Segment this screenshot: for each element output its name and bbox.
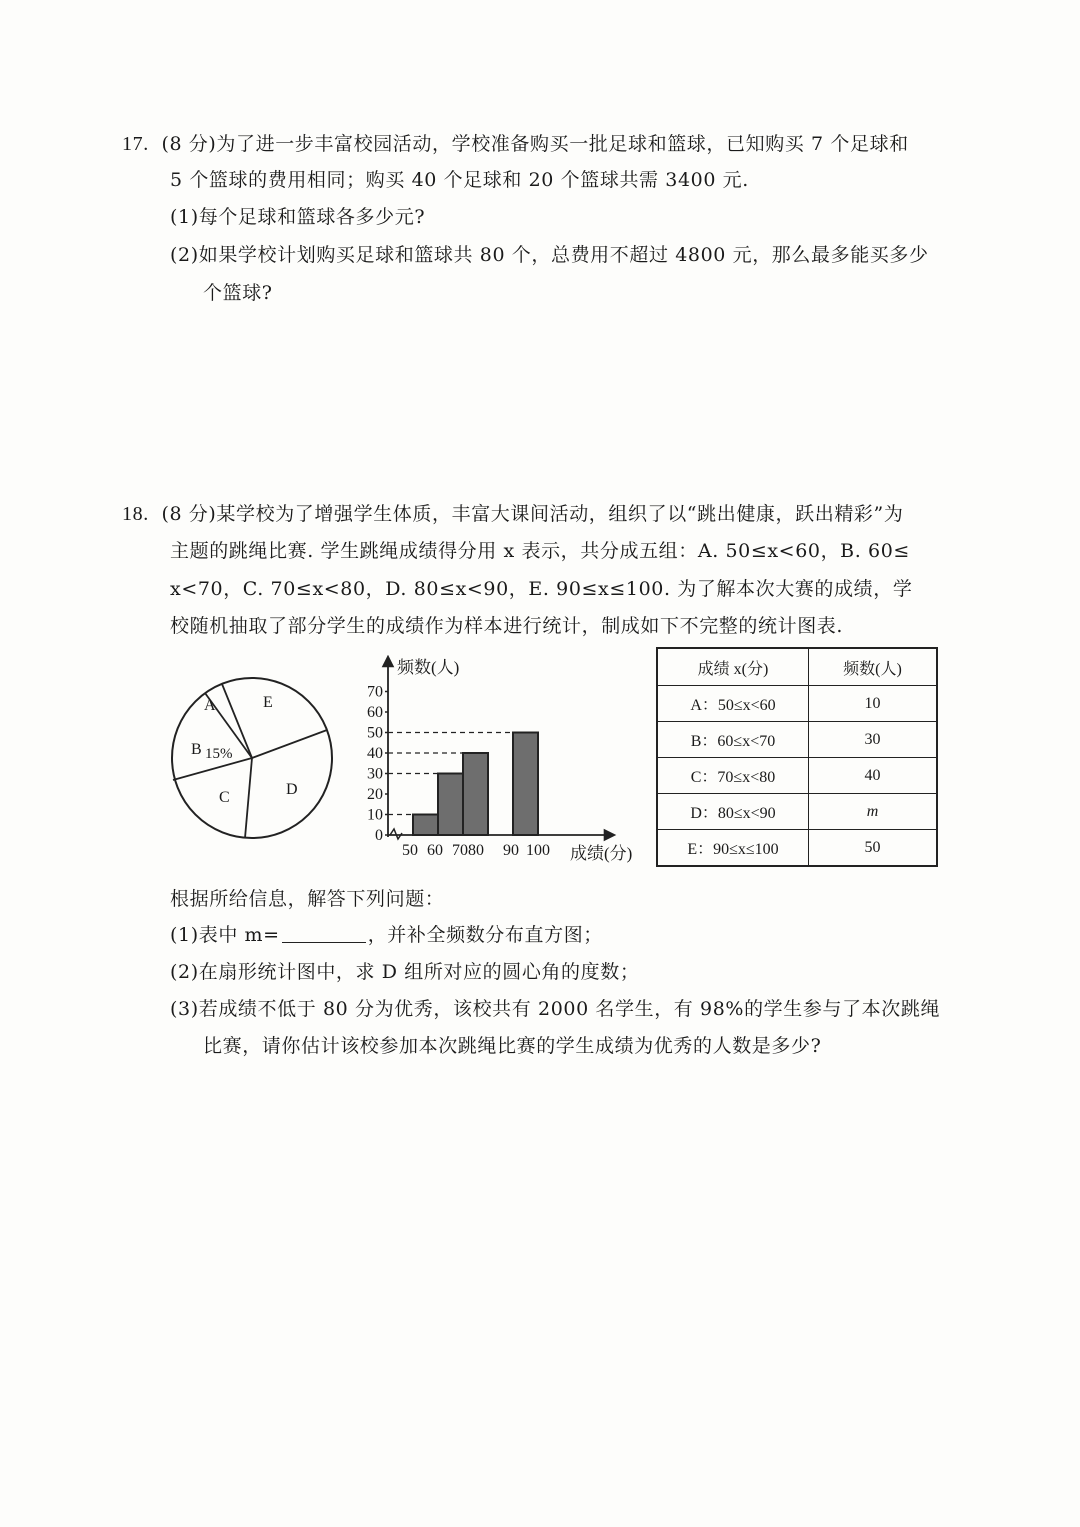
q18-part1-suffix: ，并补全频数分布直方图； [367,924,603,946]
histogram-y-tick-label: 60 [367,704,383,721]
table-cell-range: D：80≤x<90 [657,794,809,830]
answer-blank-m[interactable] [282,924,366,943]
table-cell-range: B：60≤x<70 [657,722,809,758]
table-cell-frequency: 40 [809,758,938,794]
q17-text-line1: (8 分)为了进一步丰富校园活动，学校准备购买一批足球和篮球，已知购买 7 个足球和 [161,133,909,155]
histogram-bar [413,815,438,836]
histogram-x-tick-label: 50 [402,842,418,859]
table-cell-frequency: 50 [809,830,938,867]
table-cell-range: C：70≤x<80 [657,758,809,794]
table-row [657,722,937,758]
q17-part2-line1: (2)如果学校计划购买足球和篮球共 80 个，总费用不超过 4800 元，那么最多能买多少 [170,244,929,266]
histogram-x-tick-label: 90 [503,842,519,859]
q18-text-line3: x<70，C. 70≤x<80，D. 80≤x<90，E. 90≤x≤100. 为了解本次大赛的成绩，学 [170,578,913,600]
axis-break-icon [390,829,402,839]
q18-part1-prefix: (1)表中 m= [170,924,280,946]
table-header-frequency: 频数(人) [809,648,938,686]
pie-label-a: A [204,697,216,714]
pie-label-e: E [263,694,273,711]
histogram-y-tick-label: 0 [375,827,383,844]
q18-intro: 根据所给信息，解答下列问题： [170,888,445,910]
q18-part3-line1: (3)若成绩不低于 80 分为优秀，该校共有 2000 名学生，有 98%的学生参与了本次跳绳 [170,998,941,1020]
q18-part2: (2)在扇形统计图中，求 D 组所对应的圆心角的度数； [170,961,640,983]
histogram-y-axis-label: 频数(人) [397,658,460,677]
q18-text-line2: 主题的跳绳比赛. 学生跳绳成绩得分用 x 表示，共分成五组：A. 50≤x<60，B. 60≤ [170,540,910,562]
q18-part3-line2: 比赛，请你估计该校参加本次跳绳比赛的学生成绩为优秀的人数是多少? [203,1035,822,1057]
pie-divider-right [252,730,327,758]
table-row [657,758,937,794]
frequency-table [656,647,938,867]
histogram-x-tick-label: 7080 [452,842,484,859]
pie-divider-bottom [245,758,252,838]
histogram-bar [438,774,463,836]
q18-number: 18. [122,503,149,525]
table-cell-frequency: m [809,794,938,830]
q17-number: 17. [122,133,149,155]
table-cell-frequency: 30 [809,722,938,758]
histogram-y-tick-label: 40 [367,745,383,762]
table-header-row [657,648,937,686]
histogram-x-axis-label: 成绩(分) [570,844,633,863]
pie-label-d: D [286,781,298,798]
table-header-score: 成绩 x(分) [657,648,809,686]
q18-part1 [170,923,603,947]
histogram-x-tick-label: 60 [427,842,443,859]
pie-label-b: B [191,741,202,758]
histogram-bar [513,733,538,836]
histogram-y-tick-label: 20 [367,786,383,803]
histogram-y-tick-label: 70 [367,683,383,701]
histogram-y-tick-label: 30 [367,765,383,783]
table-cell-range: E：90≤x≤100 [657,830,809,867]
q17-part1: (1)每个足球和篮球各多少元? [170,206,426,228]
histogram-x-tick-label: 100 [526,842,550,859]
histogram-bar [463,753,488,835]
frequency-histogram [360,655,645,870]
pie-chart [165,670,335,850]
table-row [657,830,937,867]
table-row [657,794,937,830]
table-row [657,686,937,722]
pie-label-b-percent: 15% [205,746,233,762]
q17-text-line2: 5 个篮球的费用相同；购买 40 个足球和 20 个篮球共需 3400 元. [170,169,749,191]
histogram-y-tick-label: 50 [367,724,383,742]
table-cell-range: A：50≤x<60 [657,686,809,722]
table-cell-frequency: 10 [809,686,938,722]
q18-text-line4: 校随机抽取了部分学生的成绩作为样本进行统计，制成如下不完整的统计图表. [170,615,844,637]
q18-text-line1: (8 分)某学校为了增强学生体质，丰富大课间活动，组织了以“跳出健康，跃出精彩”为 [161,503,904,525]
q17-part2-line2: 个篮球? [203,282,273,304]
pie-label-c: C [219,789,230,806]
histogram-y-tick-label: 10 [367,806,383,824]
